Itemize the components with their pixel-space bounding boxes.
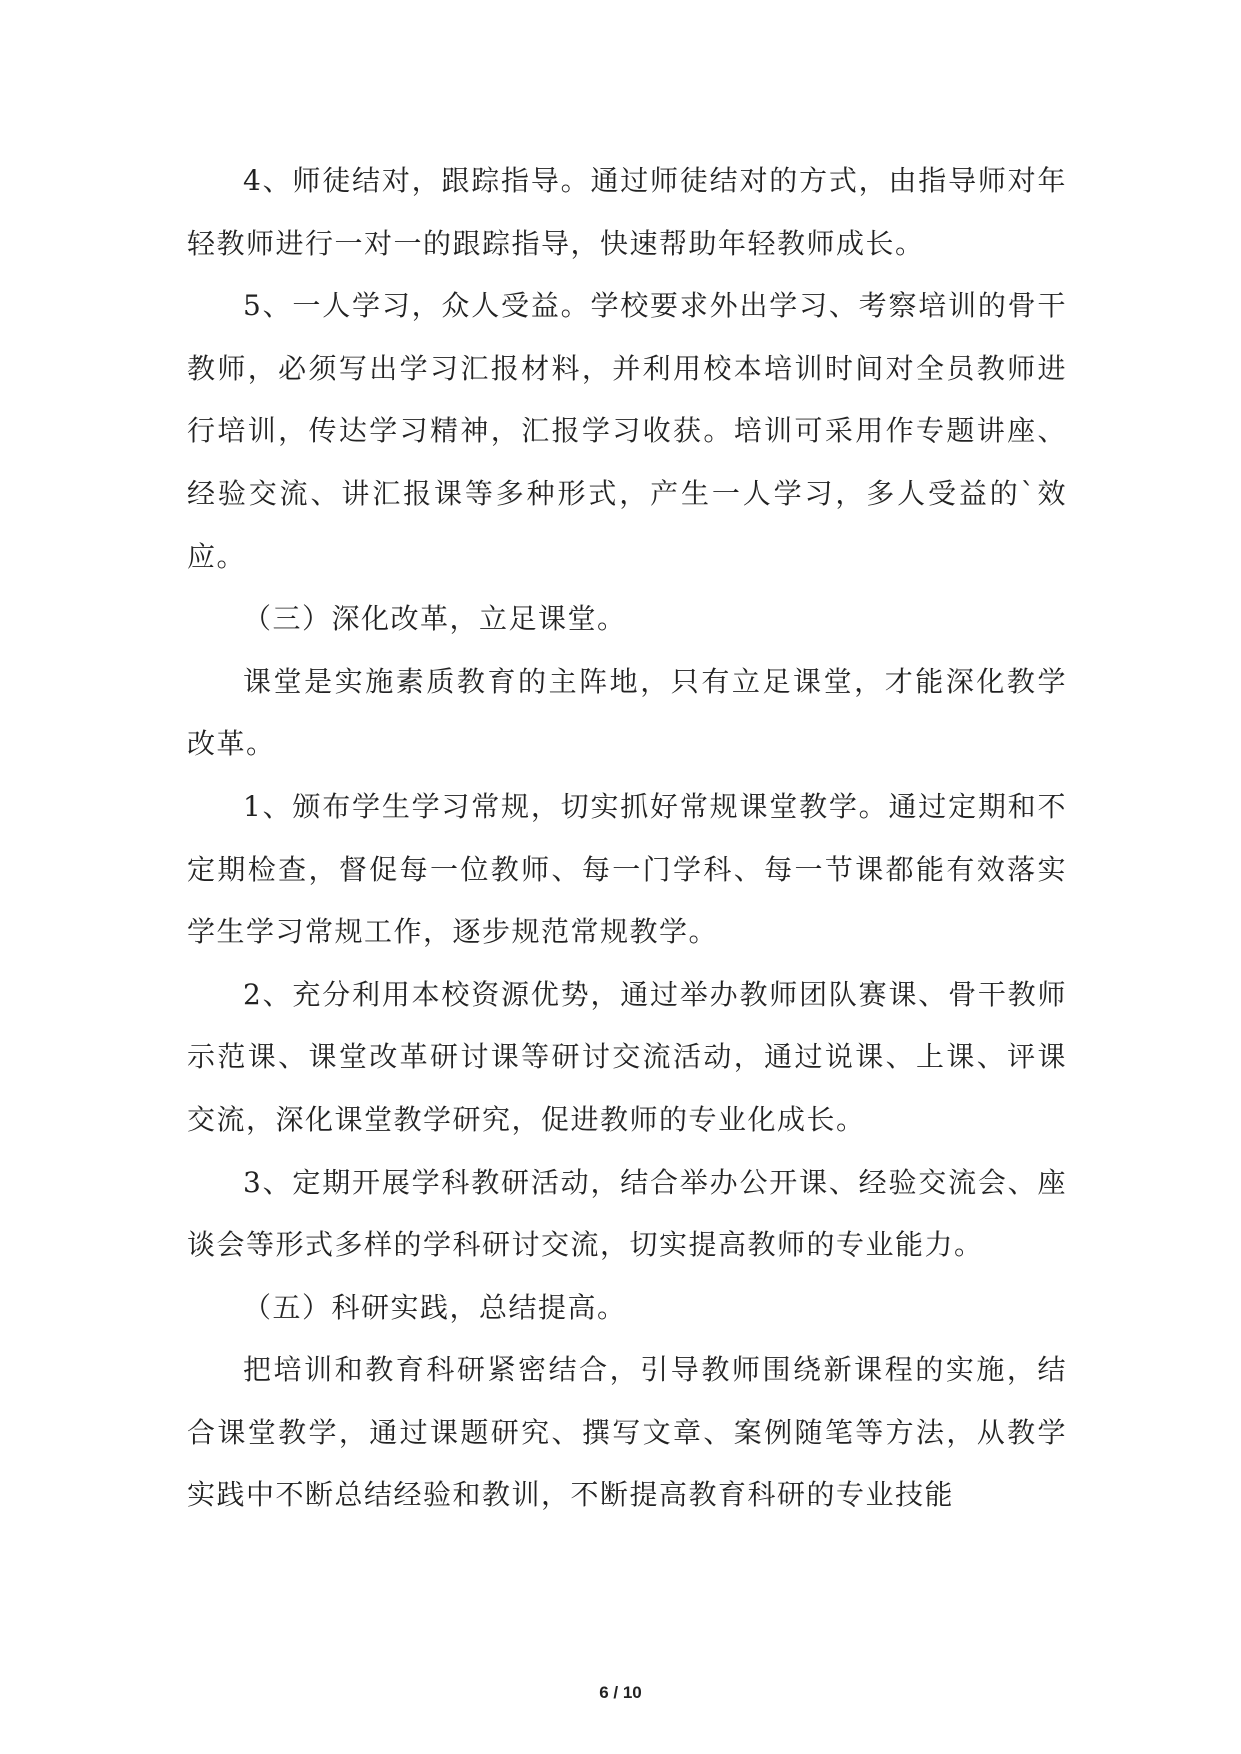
paragraph-item-1: 1、颁布学生学习常规，切实抓好常规课堂教学。通过定期和不定期检查，督促每一位教师、每一门学科、每一节课都能有效落实学生学习常规工作，逐步规范常规教学。 [187,789,1067,949]
document-body [187,150,1067,1527]
section-heading-3: （三）深化改革，立足课堂。 [243,602,627,636]
paragraph-item-2: 2、充分利用本校资源优势，通过举办教师团队赛课、骨干教师示范课、课堂改革研讨课等研讨交流活动，通过说课、上课、评课交流，深化课堂教学研究，促进教师的专业化成长。 [187,977,1067,1136]
section-body-paragraph: 把培训和教育科研紧密结合，引导教师围绕新课程的实施，结合课堂教学，通过课题研究、撰写文章、案例随笔等方法，从教学实践中不断总结经验和教训，不断提高教育科研的专业技能 [187,1353,1067,1512]
section-intro-paragraph: 课堂是实施素质教育的主阵地，只有立足课堂，才能深化教学改革。 [187,664,1067,761]
paragraph-item-5: 5、一人学习，众人受益。学校要求外出学习、考察培训的骨干教师，必须写出学习汇报材料，并利用校本培训时间对全员教师进行培训，传达学习精神，汇报学习收获。培训可采用作专题讲座、经验交流、讲汇报课等多种形式，产生一人学习，多人受益的`效应。 [187,289,1067,573]
paragraph-item-4: 4、师徒结对，跟踪指导。通过师徒结对的方式，由指导师对年轻教师进行一对一的跟踪指导，快速帮助年轻教师成长。 [187,164,1067,260]
section-heading-5: （五）科研实践，总结提高。 [243,1290,627,1324]
paragraph-item-3: 3、定期开展学科教研活动，结合举办公开课、经验交流会、座谈会等形式多样的学科研讨交流，切实提高教师的专业能力。 [187,1165,1067,1262]
page-number: 6 / 10 [599,1683,642,1702]
